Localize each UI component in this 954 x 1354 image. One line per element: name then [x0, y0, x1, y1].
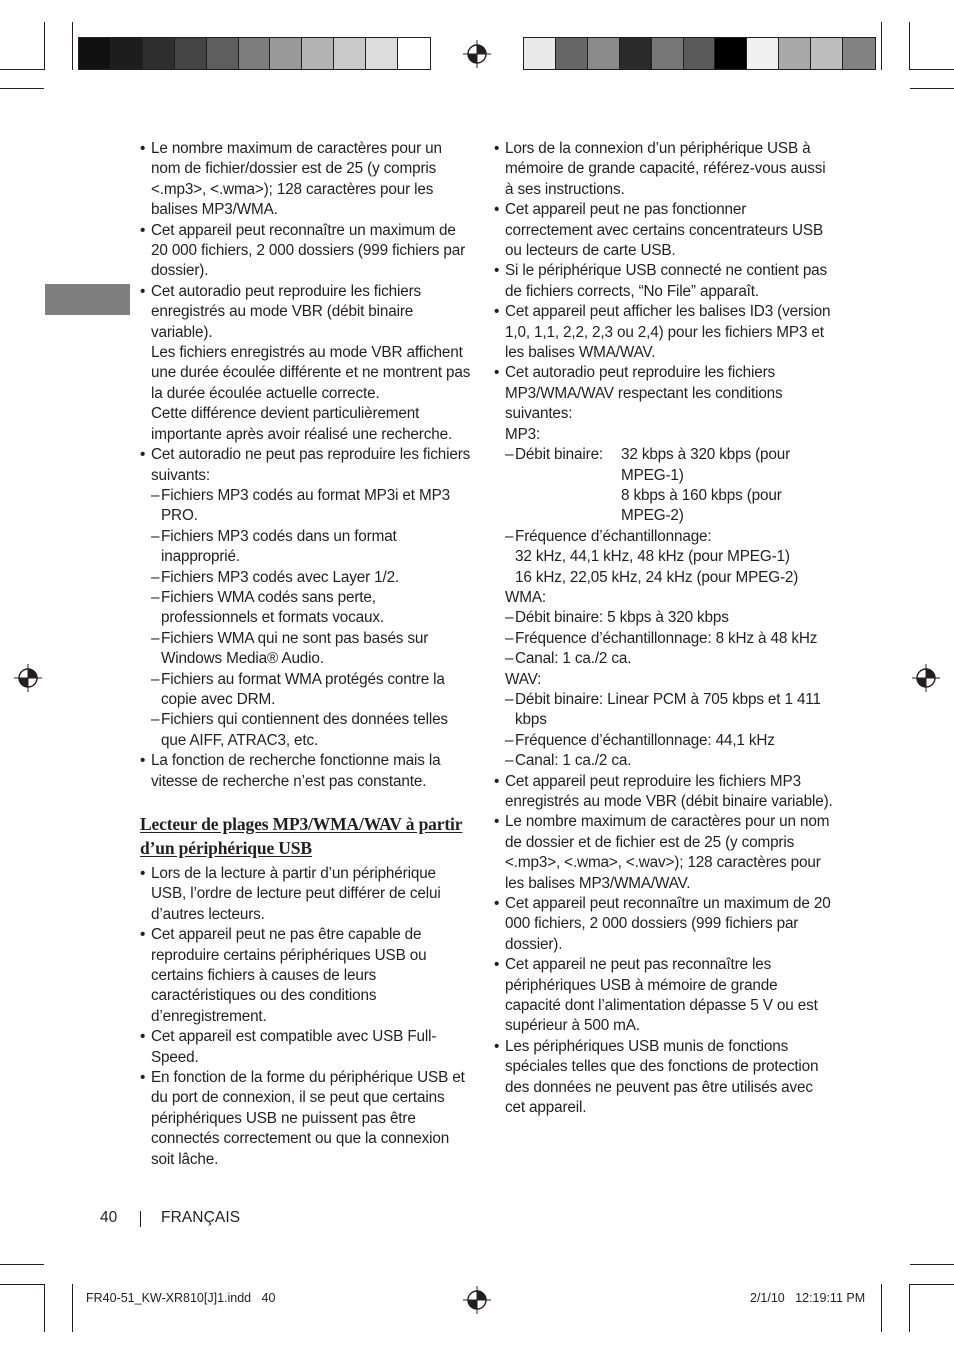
- usb-compat-list: [494, 139, 834, 1119]
- color-swatch: [779, 38, 811, 69]
- paragraph: • Cet autoradio peut reproduire les fichiers enregistrés au mode VBR (débit binaire variable).: [151, 282, 422, 341]
- color-swatch: [556, 38, 588, 69]
- list-item: • Cet appareil ne peut pas reconnaître les périphériques USB à mémoire de grande capacité dont l’alimentation dépasse 5 V ou est supérieur à 500 mA.: [494, 955, 834, 1037]
- color-swatch: [588, 38, 620, 69]
- list-item: • Lors de la connexion d’un périphérique USB à mémoire de grande capacité, référez-vous aussi à ses instructions.: [494, 139, 834, 200]
- sub-list-item: – Fichiers MP3 codés dans un format inapproprié.: [151, 527, 475, 568]
- color-swatch: [79, 38, 111, 69]
- page-number: 40: [100, 1209, 118, 1226]
- list-item: • Cet autoradio peut reproduire les fichiers MP3/WMA/WAV respectant les conditions suivantes: MP3: – Débit binaire: 32 kbps à 320 kbps (pour MPEG-1) 8 kbps à 160 kbps (pour MPEG-2) – Fréquence d’échantillonnage: 32 kHz, 44,1 kHz, 48 kHz (pour MPEG-1) 16 kHz, 22,05 kHz, 24 kHz (pour MPEG-2) WMA: – Débit binaire: 5 kbps à 320 kbps – Fréquence d’échantillonnage: 8 kHz à 48 kHz – Canal: 1 ca./2 ca. WAV: – Débit binaire: Linear PCM à 705 kbps et 1 411 kbps – Fréquence d’échantillonnage: 44,1 kHz – Canal: 1 ca./2 ca.: [494, 363, 834, 771]
- list-item: • La fonction de recherche fonctionne mais la vitesse de recherche n’est pas constante.: [140, 751, 475, 792]
- list-item: • Cet appareil peut ne pas être capable de reproduire certains périphériques USB ou certains fichiers à causes de leurs caractéristiques ou des conditions d’enregistrement.: [140, 925, 475, 1027]
- list-item: • Cet appareil peut reconnaître un maximum de 20 000 fichiers, 2 000 dossiers (999 fichiers par dossier).: [140, 221, 475, 282]
- color-swatch: [270, 38, 302, 69]
- color-swatch: [111, 38, 143, 69]
- color-swatch: [334, 38, 366, 69]
- registration-mark-icon: [14, 664, 42, 692]
- list-item: • Le nombre maximum de caractères pour un nom de fichier/dossier est de 25 (y compris <.mp3>, <.wma>); 128 caractères pour les balises MP3/WMA.: [140, 139, 475, 221]
- sub-list-item: – Débit binaire: 5 kbps à 320 kbps: [505, 608, 834, 628]
- section-heading: Lecteur de plages MP3/WMA/WAV à partir d’un périphérique USB: [140, 814, 463, 858]
- color-swatch: [143, 38, 175, 69]
- registration-mark-icon: [463, 40, 491, 68]
- format-label: MP3:: [505, 425, 541, 443]
- right-column: [494, 139, 834, 1119]
- mp3-specs: [505, 445, 834, 588]
- sub-list-item: [505, 445, 834, 527]
- paragraph: Cette différence devient particulièrement importante après avoir réalisé une recherche.: [151, 405, 453, 443]
- list-item: • Lors de la lecture à partir d’un périphérique USB, l’ordre de lecture peut différer de celui d’autres lecteurs.: [140, 864, 475, 925]
- list-item: [140, 282, 475, 445]
- registration-mark-icon: [463, 1286, 491, 1314]
- format-label: WAV:: [505, 670, 542, 688]
- left-column: [140, 139, 475, 1170]
- list-item: • Cet appareil peut reproduire les fichiers MP3 enregistrés au mode VBR (débit binaire variable).: [494, 772, 834, 813]
- sub-list-item: – Fichiers MP3 codés avec Layer 1/2.: [151, 568, 475, 588]
- list-item: • Cet appareil peut afficher les balises ID3 (version 1,0, 1,1, 2,2, 2,3 ou 2,4) pour les fichiers MP3 et les balises WMA/WAV.: [494, 302, 834, 363]
- sub-list-item: – Fichiers au format WMA protégés contre la copie avec DRM.: [151, 670, 475, 711]
- file-notes-list: [140, 139, 475, 792]
- sub-list-item: – Canal: 1 ca./2 ca.: [505, 649, 834, 669]
- color-swatch: [366, 38, 398, 69]
- color-swatch: [175, 38, 207, 69]
- list-item: • Cet autoradio ne peut pas reproduire les fichiers suivants: – Fichiers MP3 codés au format MP3i et MP3 PRO. – Fichiers MP3 codés dans un format inapproprié. – Fichiers MP3 codés avec Layer 1/2. – Fichiers WMA codés sans perte, professionnels et formats vocaux. – Fichiers WMA qui ne sont pas basés sur Windows Media® Audio. – Fichiers au format WMA protégés contre la copie avec DRM. – Fichiers qui contiennent des données telles que AIFF, ATRAC3, etc.: [140, 445, 475, 751]
- color-swatch: [302, 38, 334, 69]
- footer-language: FRANÇAIS: [161, 1209, 241, 1226]
- color-swatch: [715, 38, 747, 69]
- sub-list-item: [505, 527, 834, 588]
- print-slug-date: 2/1/10 12:19:11 PM: [750, 1291, 866, 1305]
- color-bar-left: [78, 37, 431, 70]
- color-swatch: [811, 38, 843, 69]
- registration-mark-icon: [912, 664, 940, 692]
- color-swatch: [652, 38, 684, 69]
- sub-list-item: – Fichiers MP3 codés au format MP3i et MP3 PRO.: [151, 486, 475, 527]
- language-side-tab: [45, 284, 130, 315]
- list-item: • En fonction de la forme du périphérique USB et du port de connexion, il se peut que certains périphériques USB ne puissent pas être connectés correctement ou que la connexion soit lâche.: [140, 1068, 475, 1170]
- list-item: • Le nombre maximum de caractères pour un nom de dossier et de fichier est de 25 (y compris <.mp3>, <.wma>, <.wav>); 128 caractères pour les balises MP3/WMA/WAV.: [494, 812, 834, 894]
- format-label: WMA:: [505, 588, 547, 606]
- list-item: • Les périphériques USB munis de fonctions spéciales telles que des fonctions de protection des données ne peuvent pas être utilisés avec cet appareil.: [494, 1037, 834, 1119]
- color-swatch: [620, 38, 652, 69]
- usb-notes-list: [140, 864, 475, 1170]
- spec-value: 32 kHz, 44,1 kHz, 48 kHz (pour MPEG-1): [515, 548, 790, 566]
- wma-specs: [505, 608, 834, 669]
- spec-value: 8 kbps à 160 kbps (pour MPEG-2): [621, 486, 782, 525]
- sub-list-item: – Débit binaire: Linear PCM à 705 kbps et 1 411 kbps: [505, 690, 834, 731]
- color-swatch: [207, 38, 239, 69]
- sub-list-item: – Fréquence d’échantillonnage: 44,1 kHz: [505, 731, 834, 751]
- sub-list-item: – Canal: 1 ca./2 ca.: [505, 751, 834, 771]
- color-swatch: [524, 38, 556, 69]
- spec-value: 32 kbps à 320 kbps (pour MPEG-1): [621, 446, 791, 484]
- list-item: • Si le périphérique USB connecté ne contient pas de fichiers corrects, “No File” apparaît.: [494, 261, 834, 302]
- wav-specs: [505, 690, 834, 772]
- spec-value: 16 kHz, 22,05 kHz, 24 kHz (pour MPEG-2): [515, 568, 799, 586]
- color-swatch: [239, 38, 271, 69]
- color-swatch: [843, 38, 875, 69]
- footer-divider: [140, 1211, 141, 1227]
- list-item: • Cet appareil peut reconnaître un maximum de 20 000 fichiers, 2 000 dossiers (999 fichiers par dossier).: [494, 894, 834, 955]
- sub-list-item: – Fréquence d’échantillonnage: 8 kHz à 48 kHz: [505, 629, 834, 649]
- unsupported-files-list: [151, 486, 475, 751]
- sub-list-item: – Fichiers WMA codés sans perte, professionnels et formats vocaux.: [151, 588, 475, 629]
- color-swatch: [398, 38, 430, 69]
- color-swatch: [747, 38, 779, 69]
- list-item: • Cet appareil peut ne pas fonctionner correctement avec certains concentrateurs USB ou lecteurs de carte USB.: [494, 200, 834, 261]
- print-slug-file: FR40-51_KW-XR810[J]1.indd 40: [86, 1291, 276, 1305]
- paragraph: Les fichiers enregistrés au mode VBR affichent une durée écoulée différente et ne montrent pas la durée écoulée actuelle correcte.: [151, 344, 471, 402]
- spec-key: – Fréquence d’échantillonnage:: [515, 527, 712, 545]
- sub-list-item: – Fichiers qui contiennent des données telles que AIFF, ATRAC3, etc.: [151, 710, 475, 751]
- color-swatch: [684, 38, 716, 69]
- spec-key: – Débit binaire:: [515, 446, 604, 464]
- sub-list-item: – Fichiers WMA qui ne sont pas basés sur Windows Media® Audio.: [151, 629, 475, 670]
- color-bar-right: [523, 37, 876, 70]
- list-item: • Cet appareil est compatible avec USB Full-Speed.: [140, 1027, 475, 1068]
